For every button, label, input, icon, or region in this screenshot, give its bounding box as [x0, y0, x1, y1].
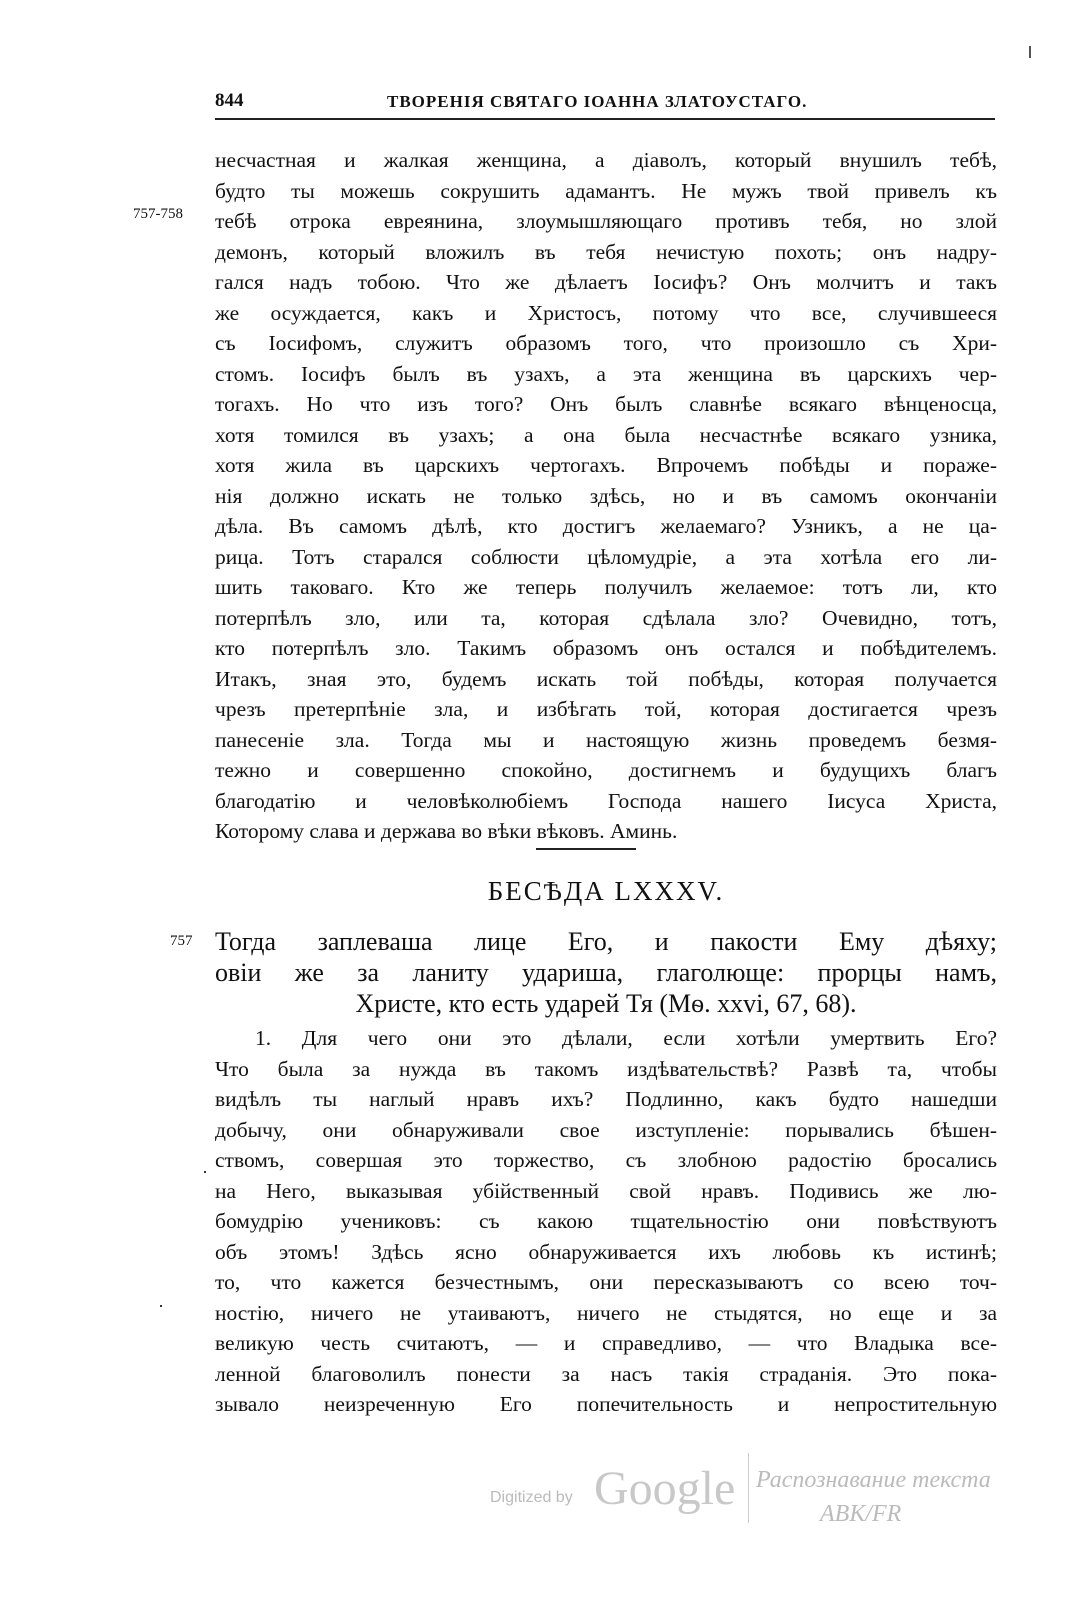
margin-reference-epigraph: 757	[170, 933, 193, 949]
text-line: бомудрію учениковъ: съ какою тщательностію они повѣствуютъ	[215, 1209, 997, 1233]
digitized-by-label: Digitized by	[490, 1489, 573, 1506]
text-line: ленной благоволилъ понести за насъ такія страданія. Это пока-	[215, 1361, 997, 1386]
ocr-credit-line: Распознавание текста	[756, 1467, 991, 1493]
scan-speck	[204, 1171, 206, 1173]
watermark-divider	[748, 1453, 749, 1523]
text-line: кто потерпѣлъ зло. Такимъ образомъ онъ остался и побѣдителемъ.	[215, 636, 997, 660]
text-line: чрезъ претерпѣніе зла, и избѣгать той, которая достигается чрезъ	[215, 697, 997, 721]
text-line: гался надъ тобою. Что же дѣлаетъ Іосифъ? Онъ молчитъ и такъ	[215, 270, 997, 294]
text-line: Которому слава и держава во вѣки вѣковъ. Аминь.	[215, 819, 678, 843]
paragraph-continued	[215, 145, 997, 847]
text-line: дѣла. Въ самомъ дѣлѣ, кто достигъ желаемаго? Узникъ, а не ца-	[215, 514, 997, 538]
epigraph-line: овіи же за ланиту удариша, глаголюще: прорцы намъ,	[215, 958, 997, 987]
page-number: 844	[215, 90, 244, 111]
text-line: тебѣ отрока евреянина, злоумышляющаго противъ тебя, но злой	[215, 209, 997, 233]
text-line: добычу, они обнаруживали свое изступленіе: порывались бѣшен-	[215, 1117, 997, 1142]
epigraph-line: Христе, кто есть ударей Тя (Мѳ. xxvi, 67, 68).	[355, 989, 857, 1018]
text-line: на Него, выказывая убійственный свой нравъ. Подивись же лю-	[215, 1178, 997, 1203]
running-title: ТВОРЕНІЯ СВЯТАГО ІОАННА ЗЛАТОУСТАГО.	[387, 92, 808, 111]
section-divider	[536, 848, 636, 850]
text-line: великую честь считаютъ, — и справедливо, — что Владыка все-	[215, 1331, 997, 1355]
text-line: 1. Для чего они это дѣлали, если хотѣли умертвить Его?	[255, 1026, 997, 1050]
text-line: рица. Тотъ старался соблюсти цѣломудріе, а эта хотѣла его ли-	[215, 544, 997, 569]
scripture-epigraph	[215, 926, 997, 1019]
text-line: съ Іосифомъ, служитъ образомъ того, что произошло съ Хри-	[215, 331, 997, 355]
page-header	[215, 88, 995, 120]
epigraph-line: Тогда заплеваша лице Его, и пакости Ему дѣяху;	[215, 927, 997, 956]
text-line: нія должно искать не только здѣсь, но и въ самомъ окончаніи	[215, 483, 997, 508]
text-line: ностію, ничего не утаиваютъ, ничего не стыдятся, но еще и за	[215, 1300, 997, 1325]
text-line: тежно и совершенно спокойно, достигнемъ и будущихъ благъ	[215, 758, 997, 782]
text-line: шить таковаго. Кто же теперь получилъ желаемое: тотъ ли, кто	[215, 575, 997, 599]
text-line: хотя томился въ узахъ; а она была несчастнѣе всякаго узника,	[215, 422, 997, 447]
text-line: будто ты можешь сокрушить адамантъ. Не мужъ твой привелъ къ	[215, 178, 997, 203]
text-line: благодатію и человѣколюбіемъ Господа нашего Іисуса Христа,	[215, 788, 997, 813]
text-line: тогахъ. Но что изъ того? Онъ былъ славнѣе всякаго вѣнценосца,	[215, 392, 997, 416]
text-line: объ этомъ! Здѣсь ясно обнаруживается ихъ любовь къ истинѣ;	[215, 1239, 997, 1264]
google-logo: Google	[594, 1462, 736, 1515]
text-line: видѣлъ ты наглый нравъ ихъ? Подлинно, какъ будто нашедши	[215, 1087, 997, 1111]
text-line: демонъ, который вложилъ въ тебя нечистую похоть; онъ надру-	[215, 239, 997, 264]
text-line: несчастная и жалкая женщина, а діаволъ, который внушилъ тебѣ,	[215, 148, 997, 172]
margin-reference-top: 757-758	[133, 206, 183, 222]
text-line: панесеніе зла. Тогда мы и настоящую жизнь проведемъ безмя-	[215, 727, 997, 752]
text-line: хотя жила въ царскихъ чертогахъ. Впрочемъ побѣды и пораже-	[215, 453, 997, 477]
scan-mark	[1029, 46, 1031, 58]
text-line: зывало неизреченную Его попечительность и непростительную	[215, 1392, 997, 1416]
scan-speck	[160, 1305, 162, 1307]
paragraph-homily-start	[215, 1023, 997, 1420]
ocr-credit-initials: ABK/FR	[820, 1501, 902, 1527]
text-line: Что была за нужда въ такомъ издѣвательствѣ? Развѣ та, чтобы	[215, 1056, 997, 1081]
text-line: то, что кажется безчестнымъ, они пересказываютъ со всею точ-	[215, 1270, 997, 1294]
text-line: ствомъ, совершая это торжество, съ злобною радостію бросались	[215, 1148, 997, 1172]
homily-title: БЕСѢДА LXXXV.	[487, 876, 725, 906]
text-line: стомъ. Іосифъ былъ въ узахъ, а эта женщина въ царскихъ чер-	[215, 361, 997, 386]
text-line: потерпѣлъ зло, или та, которая сдѣлала зло? Очевидно, тотъ,	[215, 605, 997, 630]
digitization-watermark	[490, 1453, 1050, 1533]
text-line: Итакъ, зная это, будемъ искать той побѣды, которая получается	[215, 666, 997, 691]
text-line: же осуждается, какъ и Христосъ, потому что все, случившееся	[215, 300, 997, 325]
